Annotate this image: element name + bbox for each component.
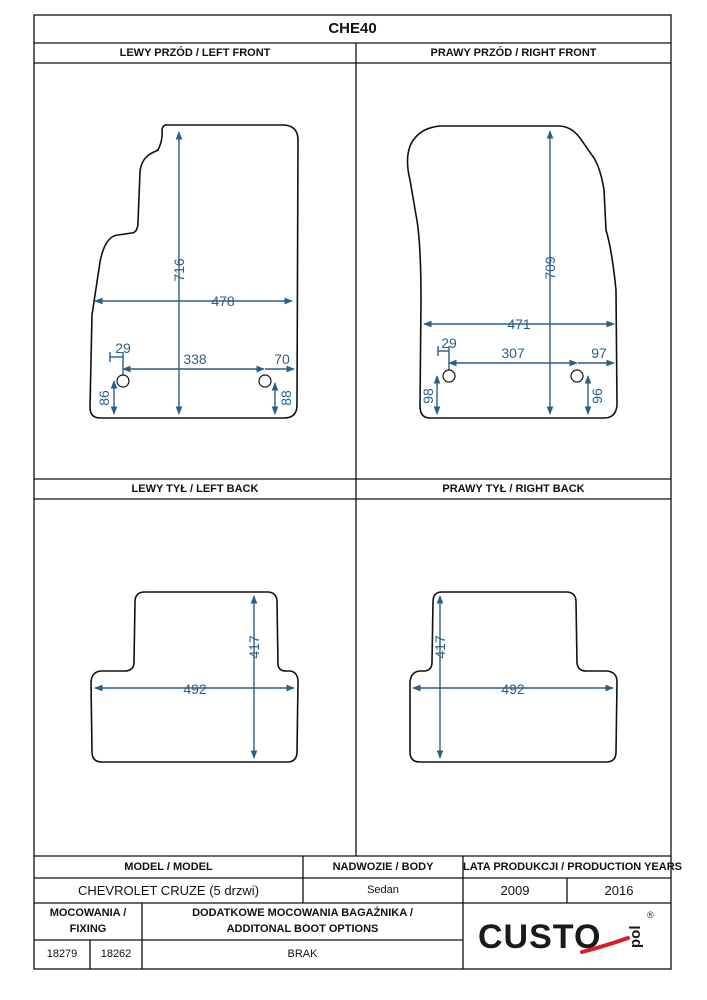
- rf-height-label: 709: [542, 256, 558, 280]
- rf-hole-span-label: 307: [501, 345, 525, 361]
- year-to-value: 2016: [604, 883, 634, 898]
- lf-hole-span-label: 338: [183, 351, 207, 367]
- body-header: NADWOZIE / BODY: [332, 861, 434, 873]
- fixing-header-line2: FIXING: [69, 923, 107, 935]
- lb-width-label: 492: [183, 681, 207, 697]
- panel-title-left-front: LEWY PRZÓD / LEFT FRONT: [119, 47, 271, 59]
- rf-hole-left-height: 98: [420, 388, 436, 404]
- fixing-code-1: 18279: [46, 948, 78, 960]
- rf-hole-right-offset: 97: [591, 345, 607, 361]
- panel-title-right-front: PRAWY PRZÓD / RIGHT FRONT: [430, 47, 597, 59]
- right-front-mat: [408, 126, 618, 418]
- boot-header-line1: DODATKOWE MOCOWANIA BAGAŻNIKA /: [192, 907, 413, 919]
- logo-side-text: pol: [627, 925, 644, 948]
- lf-hole-right-offset: 70: [274, 351, 290, 367]
- custopol-logo: [478, 910, 654, 956]
- document-title: CHE40: [328, 20, 377, 37]
- boot-value: BRAK: [287, 948, 318, 960]
- lf-hole-left-height: 86: [96, 390, 112, 406]
- left-back-mat: [91, 592, 298, 762]
- body-value: Sedan: [367, 884, 399, 896]
- model-value: CHEVROLET CRUZE (5 drzwi): [77, 883, 260, 898]
- model-header: MODEL / MODEL: [124, 861, 213, 873]
- lf-hole-left-offset: 29: [115, 340, 131, 356]
- rb-width-label: 492: [501, 681, 525, 697]
- left-front-mat: [90, 125, 298, 418]
- years-header: LATA PRODUKCJI / PRODUCTION YEARS: [463, 861, 682, 873]
- lf-width-label: 478: [211, 293, 235, 309]
- year-from-value: 2009: [500, 883, 530, 898]
- lb-height-label: 417: [246, 635, 262, 659]
- rf-width-label: 471: [507, 316, 531, 332]
- panel-title-right-back: PRAWY TYŁ / RIGHT BACK: [442, 483, 585, 495]
- lf-hole-right-height: 88: [278, 390, 294, 406]
- rf-hole-left-offset: 29: [441, 335, 457, 351]
- rf-hole-right-height: 96: [589, 388, 605, 404]
- panel-title-left-back: LEWY TYŁ / LEFT BACK: [131, 483, 259, 495]
- right-back-mat: [410, 592, 617, 762]
- fixing-header-line1: MOCOWANIA /: [49, 907, 127, 919]
- fixing-code-2: 18262: [100, 948, 132, 960]
- logo-main-text: CUSTO: [478, 918, 602, 956]
- lf-height-label: 716: [171, 258, 187, 282]
- rb-height-label: 417: [432, 635, 448, 659]
- logo-registered-mark: ®: [647, 910, 654, 920]
- boot-header-line2: ADDITONAL BOOT OPTIONS: [226, 923, 379, 935]
